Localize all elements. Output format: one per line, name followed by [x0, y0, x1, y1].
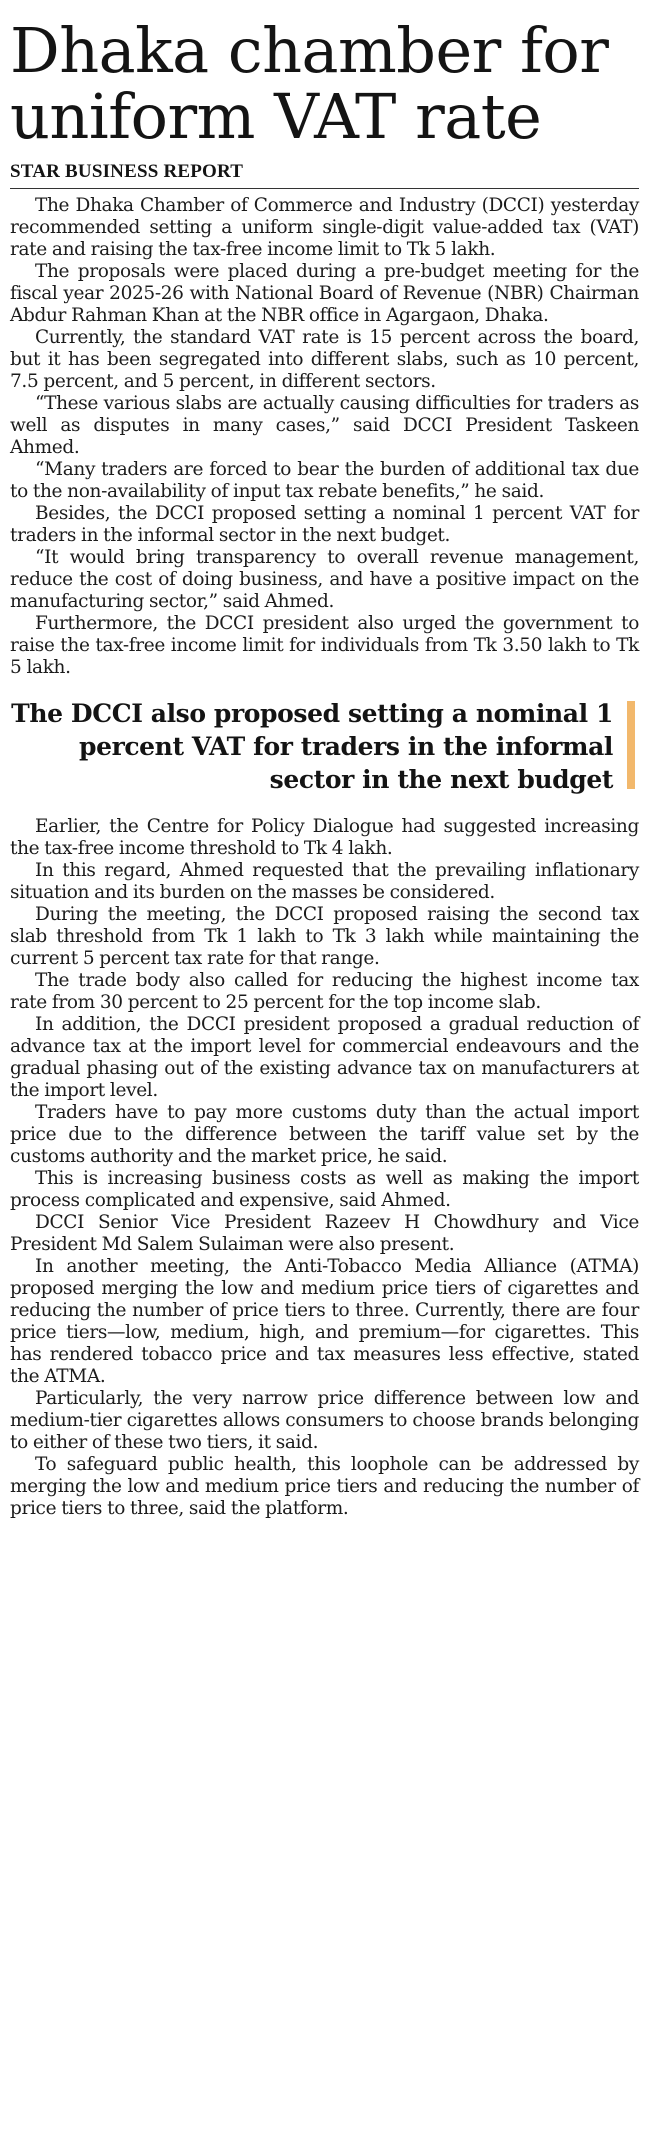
paragraph: Particularly, the very narrow price difference between low and medium-tier cigarettes allows consumers to choose brands belonging to either of these two tiers, it said. — [10, 1388, 639, 1453]
paragraph: This is increasing business costs as well as making the import process complicated and expensive, said Ahmed. — [10, 1168, 639, 1211]
paragraph: Besides, the DCCI proposed setting a nominal 1 percent VAT for traders in the informal sector in the next budget. — [10, 503, 639, 546]
paragraph: Traders have to pay more customs duty than the actual import price due to the difference between the tariff value set by the customs authority and the market price, he said. — [10, 1102, 639, 1167]
byline-divider — [10, 188, 639, 189]
paragraph: Furthermore, the DCCI president also urged the government to raise the tax-free income limit for individuals from Tk 3.50 lakh to Tk 5 lakh. — [10, 613, 639, 678]
pull-quote — [10, 697, 639, 796]
paragraph: The Dhaka Chamber of Commerce and Industry (DCCI) yesterday recommended setting a uniform single-digit value-added tax (VAT) rate and raising the tax-free income limit to Tk 5 lakh. — [10, 195, 639, 260]
paragraph: To safeguard public health, this loophole can be addressed by merging the low and medium price tiers and reducing the number of price tiers to three, said the platform. — [10, 1454, 639, 1519]
pull-quote-text: The DCCI also proposed setting a nominal 1 percent VAT for traders in the informal sector in the next budget — [11, 699, 613, 794]
paragraph: “Many traders are forced to bear the burden of additional tax due to the non-availability of input tax rebate benefits,” he said. — [10, 459, 639, 502]
paragraph: In another meeting, the Anti-Tobacco Media Alliance (ATMA) proposed merging the low and medium price tiers of cigarettes and reducing the number of price tiers to three. Currently, there are four price tiers—low, medium, high, and premium—for cigarettes. This has rendered tobacco price and tax measures less effective, stated the ATMA. — [10, 1256, 639, 1387]
article-body-top — [10, 195, 639, 679]
paragraph: Currently, the standard VAT rate is 15 percent across the board, but it has been segregated into different slabs, such as 10 percent, 7.5 percent, and 5 percent, in different sectors. — [10, 327, 639, 392]
article-body-bottom — [10, 816, 639, 1520]
paragraph: During the meeting, the DCCI proposed raising the second tax slab threshold from Tk 1 lakh to Tk 3 lakh while maintaining the current 5 percent tax rate for that range. — [10, 904, 639, 969]
byline: STAR BUSINESS REPORT — [10, 161, 244, 182]
paragraph: DCCI Senior Vice President Razeev H Chowdhury and Vice President Md Salem Sulaiman were also present. — [10, 1212, 639, 1255]
paragraph: In this regard, Ahmed requested that the prevailing inflationary situation and its burden on the masses be considered. — [10, 860, 639, 903]
paragraph: “It would bring transparency to overall revenue management, reduce the cost of doing business, and have a positive impact on the manufacturing sector,” said Ahmed. — [10, 547, 639, 612]
headline: Dhaka chamber for uniform VAT rate — [10, 14, 609, 153]
paragraph: “These various slabs are actually causing difficulties for traders as well as disputes in many cases,” said DCCI President Taskeen Ahmed. — [10, 393, 639, 458]
paragraph: The trade body also called for reducing the highest income tax rate from 30 percent to 25 percent for the top income slab. — [10, 970, 639, 1013]
paragraph: Earlier, the Centre for Policy Dialogue had suggested increasing the tax-free income threshold to Tk 4 lakh. — [10, 816, 639, 859]
paragraph: In addition, the DCCI president proposed a gradual reduction of advance tax at the import level for commercial endeavours and the gradual phasing out of the existing advance tax on manufacturers at the import level. — [10, 1014, 639, 1101]
paragraph: The proposals were placed during a pre-budget meeting for the fiscal year 2025-26 with National Board of Revenue (NBR) Chairman Abdur Rahman Khan at the NBR office in Agargaon, Dhaka. — [10, 261, 639, 326]
pull-quote-accent-bar — [627, 701, 635, 789]
